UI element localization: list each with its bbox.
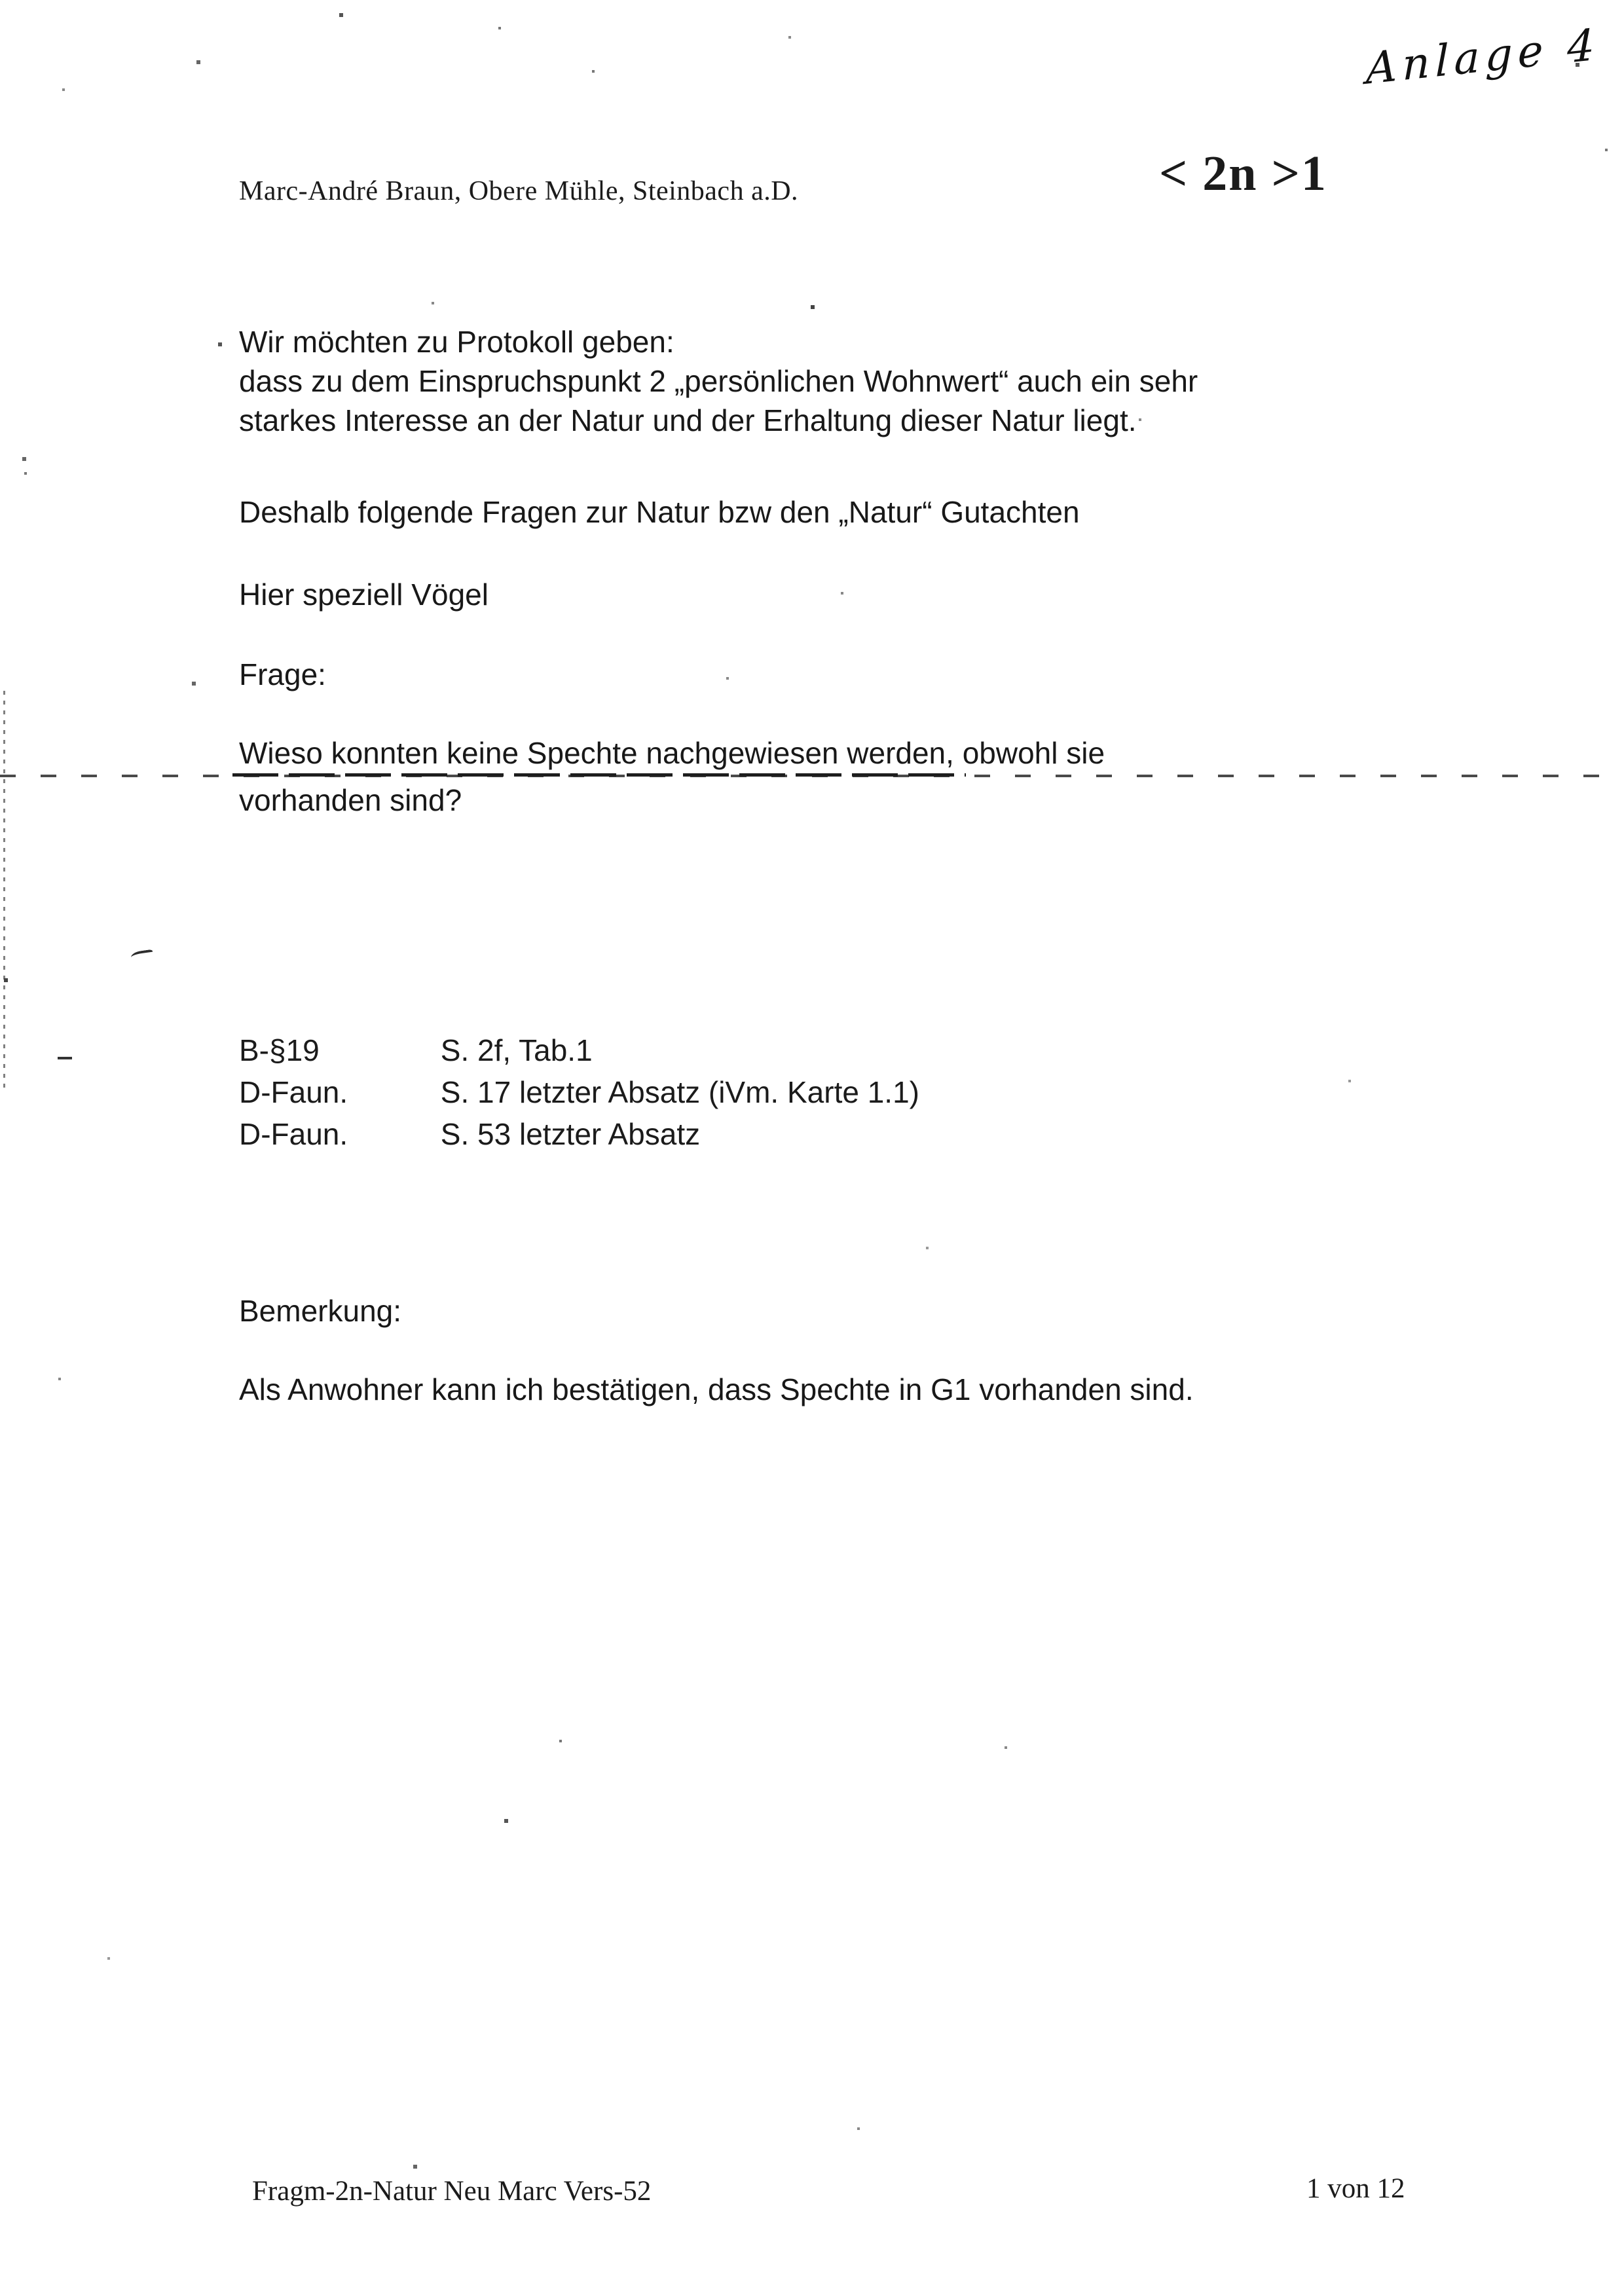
- frage-label: Frage:: [239, 657, 326, 691]
- footer-file-label: Fragm-2n-Natur Neu Marc Vers-52: [252, 2176, 652, 2207]
- reference-source: B-§19: [239, 1033, 320, 1067]
- margin-dash-mark: [58, 1057, 72, 1059]
- reference-detail: S. 17 letzter Absatz (iVm. Karte 1.1): [440, 1075, 919, 1109]
- handwritten-annotation: Anlage 4: [1365, 19, 1600, 94]
- paragraph-protokoll: [239, 322, 1198, 440]
- protokoll-line-1: Wir möchten zu Protokoll geben:: [239, 325, 674, 359]
- fold-mark-dense-segment: [232, 773, 966, 777]
- protokoll-line-2: dass zu dem Einspruchspunkt 2 „persönlichen Wohnwert“ auch ein sehr: [239, 364, 1198, 398]
- scan-noise-speckles: [0, 0, 1, 1]
- paragraph-deshalb: Deshalb folgende Fragen zur Natur bzw den „Natur“ Gutachten: [239, 495, 1080, 529]
- sender-line: Marc-André Braun, Obere Mühle, Steinbach a.D.: [239, 176, 799, 206]
- document-mark: < 2n >1: [1159, 146, 1327, 201]
- reference-detail: S. 2f, Tab.1: [440, 1033, 593, 1067]
- protokoll-line-3: starkes Interesse an der Natur und der Erhaltung dieser Natur liegt.: [239, 403, 1137, 437]
- stray-pen-mark: [130, 949, 154, 963]
- reference-source: D-Faun.: [239, 1075, 348, 1109]
- frage-text-line-2: vorhanden sind?: [239, 783, 462, 817]
- reference-detail: S. 53 letzter Absatz: [440, 1117, 701, 1151]
- bemerkung-label: Bemerkung:: [239, 1294, 402, 1328]
- paragraph-hier-speziell: Hier speziell Vögel: [239, 578, 489, 612]
- reference-row: [239, 1071, 919, 1113]
- reference-source: D-Faun.: [239, 1117, 348, 1151]
- references-list: [239, 1029, 919, 1155]
- bemerkung-text: Als Anwohner kann ich bestätigen, dass Spechte in G1 vorhanden sind.: [239, 1372, 1194, 1406]
- reference-row: [239, 1029, 919, 1071]
- footer-page-indicator: 1 von 12: [1306, 2173, 1405, 2204]
- left-edge-scan-artifact: [3, 691, 5, 1093]
- reference-row: [239, 1113, 919, 1155]
- frage-text-line-1: Wieso konnten keine Spechte nachgewiesen werden, obwohl sie: [239, 736, 1105, 770]
